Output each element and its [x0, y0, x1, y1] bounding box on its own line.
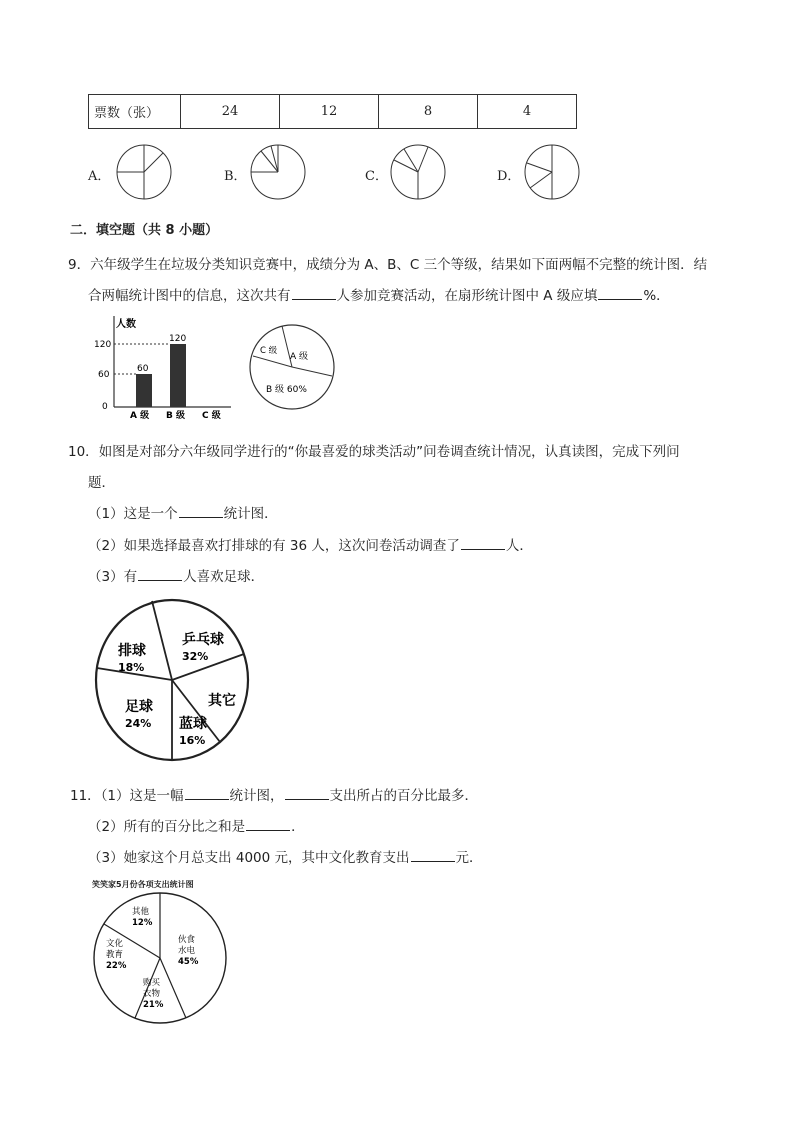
- tick-0: 0: [102, 402, 108, 412]
- q11-blank-education[interactable]: [411, 849, 455, 862]
- vote-table: [88, 94, 577, 129]
- q9-pie-chart: [248, 320, 338, 416]
- option-a-label: A．: [88, 169, 111, 184]
- q10-s1b: 统计图．: [223, 506, 278, 522]
- q9-line2: [88, 284, 670, 304]
- q9-text2a: 合两幅统计图中的信息，这次共有: [88, 288, 291, 304]
- bar-a-value: 60: [137, 364, 149, 374]
- q10-text1: 如图是对部分六年级同学进行的“你最喜爱的球类活动”问卷调查统计情况，认真读图，完成下列问: [98, 444, 680, 460]
- q11-sub1: [70, 784, 478, 804]
- q11-s2a: （2）所有的百分比之和是: [88, 819, 246, 835]
- q11-blank-sum[interactable]: [246, 818, 290, 831]
- q10-s3a: （3）有: [88, 569, 138, 585]
- q11-edu-2: 教育: [106, 950, 124, 960]
- q10-pie-volleyball-pct: 18%: [118, 661, 145, 674]
- q11-food-pct: 45%: [178, 957, 199, 967]
- option-b-label: B．: [224, 169, 247, 184]
- q11-cloth-pct: 21%: [143, 1000, 164, 1010]
- q9-text2c: %．: [643, 288, 670, 304]
- bar-b: [170, 344, 186, 407]
- cat-a: A 级: [130, 411, 150, 421]
- tick-60: 60: [98, 370, 110, 380]
- q10-pie-pingpong: 乒乓球: [182, 632, 224, 648]
- q11-blank-type[interactable]: [185, 787, 229, 800]
- option-d-pie: [522, 142, 582, 202]
- q11-cloth-2: 衣物: [143, 989, 161, 999]
- q10-pie-other: 其它: [208, 693, 236, 709]
- q9-blank-percent[interactable]: [598, 287, 642, 300]
- vote-cell: 12: [280, 95, 379, 129]
- q9-number: 9．: [68, 257, 91, 273]
- option-c-pie: [388, 142, 448, 202]
- q10-pie-chart: [92, 598, 252, 764]
- q10-number: 10．: [68, 444, 99, 460]
- q9-pie-b: B 级 60%: [266, 385, 307, 395]
- q11-food-1: 伙食: [178, 935, 196, 945]
- vote-cell: 4: [478, 95, 577, 129]
- q10-s3b: 人喜欢足球．: [183, 569, 265, 585]
- q11-s1a: （1）这是一幅: [100, 788, 184, 804]
- y-axis-label: 人数: [116, 319, 136, 330]
- q9-bar-chart: [86, 312, 242, 422]
- q11-s3b: 元．: [455, 850, 483, 866]
- q10-sub1: [88, 502, 278, 522]
- q11-edu-1: 文化: [106, 939, 124, 949]
- q10-pie-pingpong-pct: 32%: [182, 650, 209, 663]
- q9-text1: 六年级学生在垃圾分类知识竞赛中，成绩分为 A、B、C 三个等级，结果如下面两幅不完整的统计图．结: [90, 257, 708, 273]
- q11-s3a: （3）她家这个月总支出 4000 元，其中文化教育支出: [88, 850, 410, 866]
- q10-pie-football-pct: 24%: [125, 717, 152, 730]
- q10-line2: 题．: [88, 475, 115, 491]
- q10-pie-basketball-pct: 16%: [179, 734, 206, 747]
- vote-cell: 24: [181, 95, 280, 129]
- q10-pie-basketball: 蓝球: [179, 716, 207, 732]
- q11-edu-pct: 22%: [106, 961, 127, 971]
- vote-table-header: 票数（张）: [89, 95, 181, 129]
- q9-pie-c: C 级: [260, 346, 278, 356]
- bar-b-value: 120: [169, 334, 187, 344]
- q11-number: 11．: [70, 788, 101, 804]
- q10-s1a: （1）这是一个: [88, 506, 178, 522]
- q10-sub2: [88, 534, 533, 554]
- q10-sub3: [88, 565, 264, 585]
- q9-line1: [68, 253, 707, 273]
- q11-blank-most[interactable]: [285, 787, 329, 800]
- q10-blank-surveyed[interactable]: [461, 537, 505, 550]
- q10-s2a: （2）如果选择最喜欢打排球的有 36 人，这次问卷活动调查了: [88, 538, 460, 554]
- q9-text2b: 人参加竞赛活动，在扇形统计图中 A 级应填: [336, 288, 598, 304]
- q10-blank-type[interactable]: [179, 505, 223, 518]
- q11-sub3: [88, 846, 483, 866]
- option-a-pie: [114, 142, 174, 202]
- cat-b: B 级: [166, 411, 185, 421]
- q11-food-2: 水电: [178, 946, 196, 956]
- q11-other-1: 其他: [132, 907, 150, 917]
- q10-pie-volleyball: 排球: [118, 643, 146, 659]
- q9-blank-total[interactable]: [292, 287, 336, 300]
- vote-cell: 8: [379, 95, 478, 129]
- q11-sub2: [88, 815, 305, 835]
- q11-pie-chart: [90, 890, 230, 1028]
- q9-pie-a: A 级: [290, 352, 309, 362]
- q10-blank-football[interactable]: [138, 568, 182, 581]
- option-c-label: C．: [365, 169, 388, 184]
- option-d-label: D．: [497, 169, 521, 184]
- q11-pie-title: 笑笑家5月份各项支出统计图: [92, 880, 194, 889]
- bar-a: [136, 374, 152, 407]
- option-b-pie: [248, 142, 308, 202]
- section-title: 二．填空题（共 8 小题）: [70, 223, 219, 238]
- q10-pie-football: 足球: [125, 699, 153, 715]
- tick-120: 120: [94, 340, 112, 350]
- q10-s2b: 人．: [505, 538, 533, 554]
- q11-s1b: 统计图，: [229, 788, 284, 804]
- q10-line1: [68, 440, 680, 460]
- q11-s2b: ．: [291, 819, 305, 835]
- q11-s1c: 支出所占的百分比最多．: [329, 788, 479, 804]
- cat-c: C 级: [202, 411, 221, 421]
- q11-other-pct: 12%: [132, 918, 153, 928]
- q11-cloth-1: 购买: [143, 978, 161, 988]
